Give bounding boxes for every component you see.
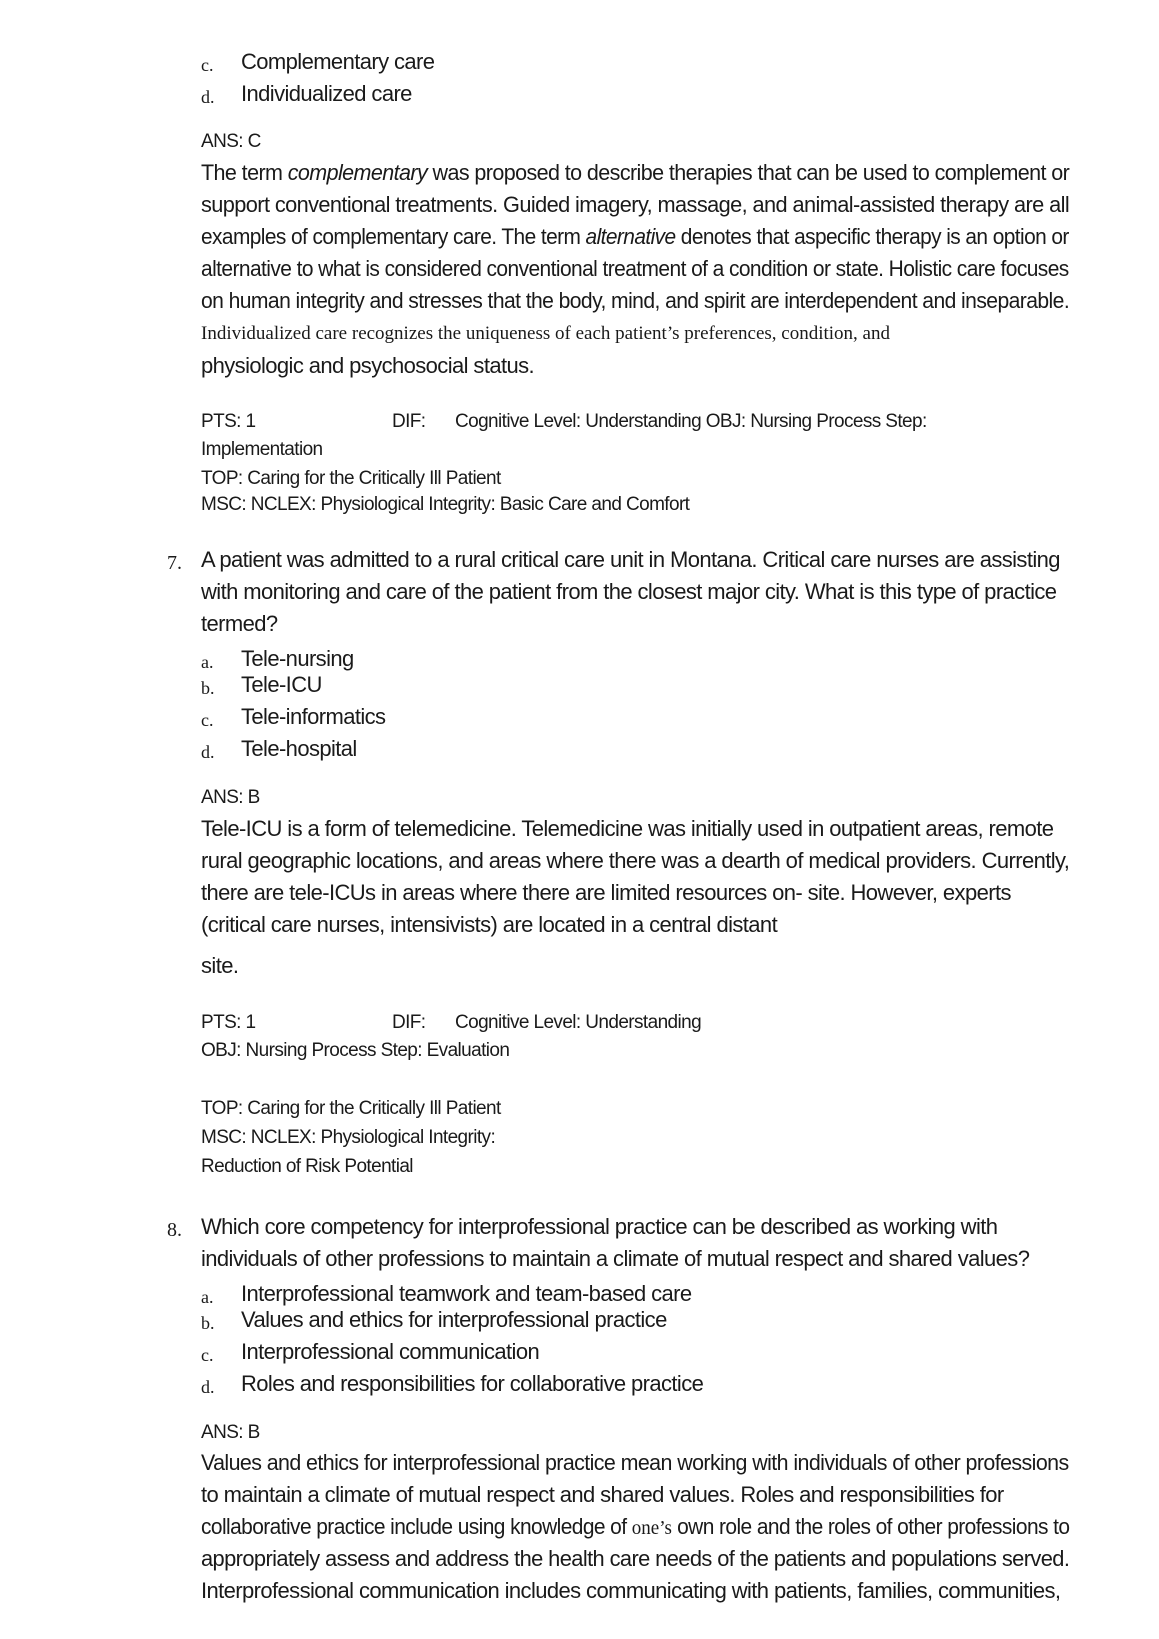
option-text: Tele-hospital [241,736,357,761]
option-letter: a. [201,1287,214,1307]
rationale-line: Tele-ICU is a form of telemedicine. Telemedicine was initially used in outpatient areas, remote [201,816,1054,841]
rationale-line: Interprofessional communication includes communicating with patients, families, communities, [201,1578,1061,1603]
rationale-line: physiologic and psychosocial status. [201,353,535,378]
rationale-line: collaborative practice include using knowledge of one’s own role and the roles of other professions to [201,1514,1070,1539]
answer-key: ANS: C [201,131,261,152]
question-stem-line: Which core competency for interprofessional practice can be described as working with [201,1214,998,1239]
meta-msc: Reduction of Risk Potential [201,1156,413,1177]
rationale-line: appropriately assess and address the health care needs of the patients and populations served. [201,1546,1070,1571]
meta-msc: MSC: NCLEX: Physiological Integrity: Basic Care and Comfort [201,494,690,515]
meta-cognitive: Cognitive Level: Understanding [455,1012,702,1033]
option-letter: a. [201,652,214,672]
rationale-line: to maintain a climate of mutual respect and shared values. Roles and responsibilities for [201,1482,1004,1507]
option-text: Tele-nursing [241,646,354,671]
question-stem-line: individuals of other professions to maintain a climate of mutual respect and shared values? [201,1246,1030,1271]
question-number: 7. [167,552,182,574]
option-text: Complementary care [241,49,435,74]
option-text: Individualized care [241,81,412,106]
option-letter: b. [201,678,215,698]
rationale-line: there are tele-ICUs in areas where there are limited resources on- site. However, experts [201,880,1011,905]
meta-dif: DIF: [392,1012,426,1033]
option-text: Interprofessional communication [241,1339,540,1364]
meta-top: TOP: Caring for the Critically Ill Patient [201,1098,501,1119]
rationale-line: examples of complementary care. The term alternative denotes that aspecific therapy is an option or [201,224,1069,249]
meta-dif: DIF: [392,411,426,432]
rationale-line: Values and ethics for interprofessional practice mean working with individuals of other professions [201,1450,1069,1475]
rationale-line: support conventional treatments. Guided imagery, massage, and animal-assisted therapy are all [201,192,1070,217]
option-text: Values and ethics for interprofessional practice [241,1307,667,1332]
option-letter: d. [201,742,215,762]
option-letter: c. [201,1345,214,1365]
meta-obj: Implementation [201,439,323,460]
option-text: Tele-ICU [241,672,322,697]
meta-top: TOP: Caring for the Critically Ill Patient [201,468,501,489]
question-number: 8. [167,1219,182,1241]
rationale-line: The term complementary was proposed to describe therapies that can be used to complement or [201,160,1070,185]
meta-cognitive: Cognitive Level: Understanding OBJ: Nursing Process Step: [455,411,927,432]
option-letter: d. [201,87,215,107]
question-stem-line: termed? [201,611,278,636]
rationale-line: site. [201,953,239,978]
meta-pts: PTS: 1 [201,1012,256,1033]
question-stem-line: with monitoring and care of the patient from the closest major city. What is this type of practice [201,579,1057,604]
rationale-line: (critical care nurses, intensivists) are located in a central distant [201,912,778,937]
rationale-line: rural geographic locations, and areas where there was a dearth of medical providers. Currently, [201,848,1070,873]
option-letter: c. [201,55,214,75]
meta-obj: OBJ: Nursing Process Step: Evaluation [201,1040,510,1061]
answer-key: ANS: B [201,1422,260,1443]
answer-key: ANS: B [201,787,260,808]
question-stem-line: A patient was admitted to a rural critical care unit in Montana. Critical care nurses are assisting [201,547,1060,572]
option-text: Tele-informatics [241,704,386,729]
option-text: Roles and responsibilities for collaborative practice [241,1371,704,1396]
meta-msc: MSC: NCLEX: Physiological Integrity: [201,1127,496,1148]
option-letter: c. [201,710,214,730]
option-text: Interprofessional teamwork and team-based care [241,1281,692,1306]
option-letter: d. [201,1377,215,1397]
meta-pts: PTS: 1 [201,411,256,432]
option-letter: b. [201,1313,215,1333]
rationale-line: Individualized care recognizes the uniqueness of each patient’s preferences, condition, and [201,323,890,344]
rationale-line: alternative to what is considered conventional treatment of a condition or state. Holistic care focuses [201,256,1069,281]
rationale-line: on human integrity and stresses that the body, mind, and spirit are interdependent and inseparable. [201,288,1070,313]
